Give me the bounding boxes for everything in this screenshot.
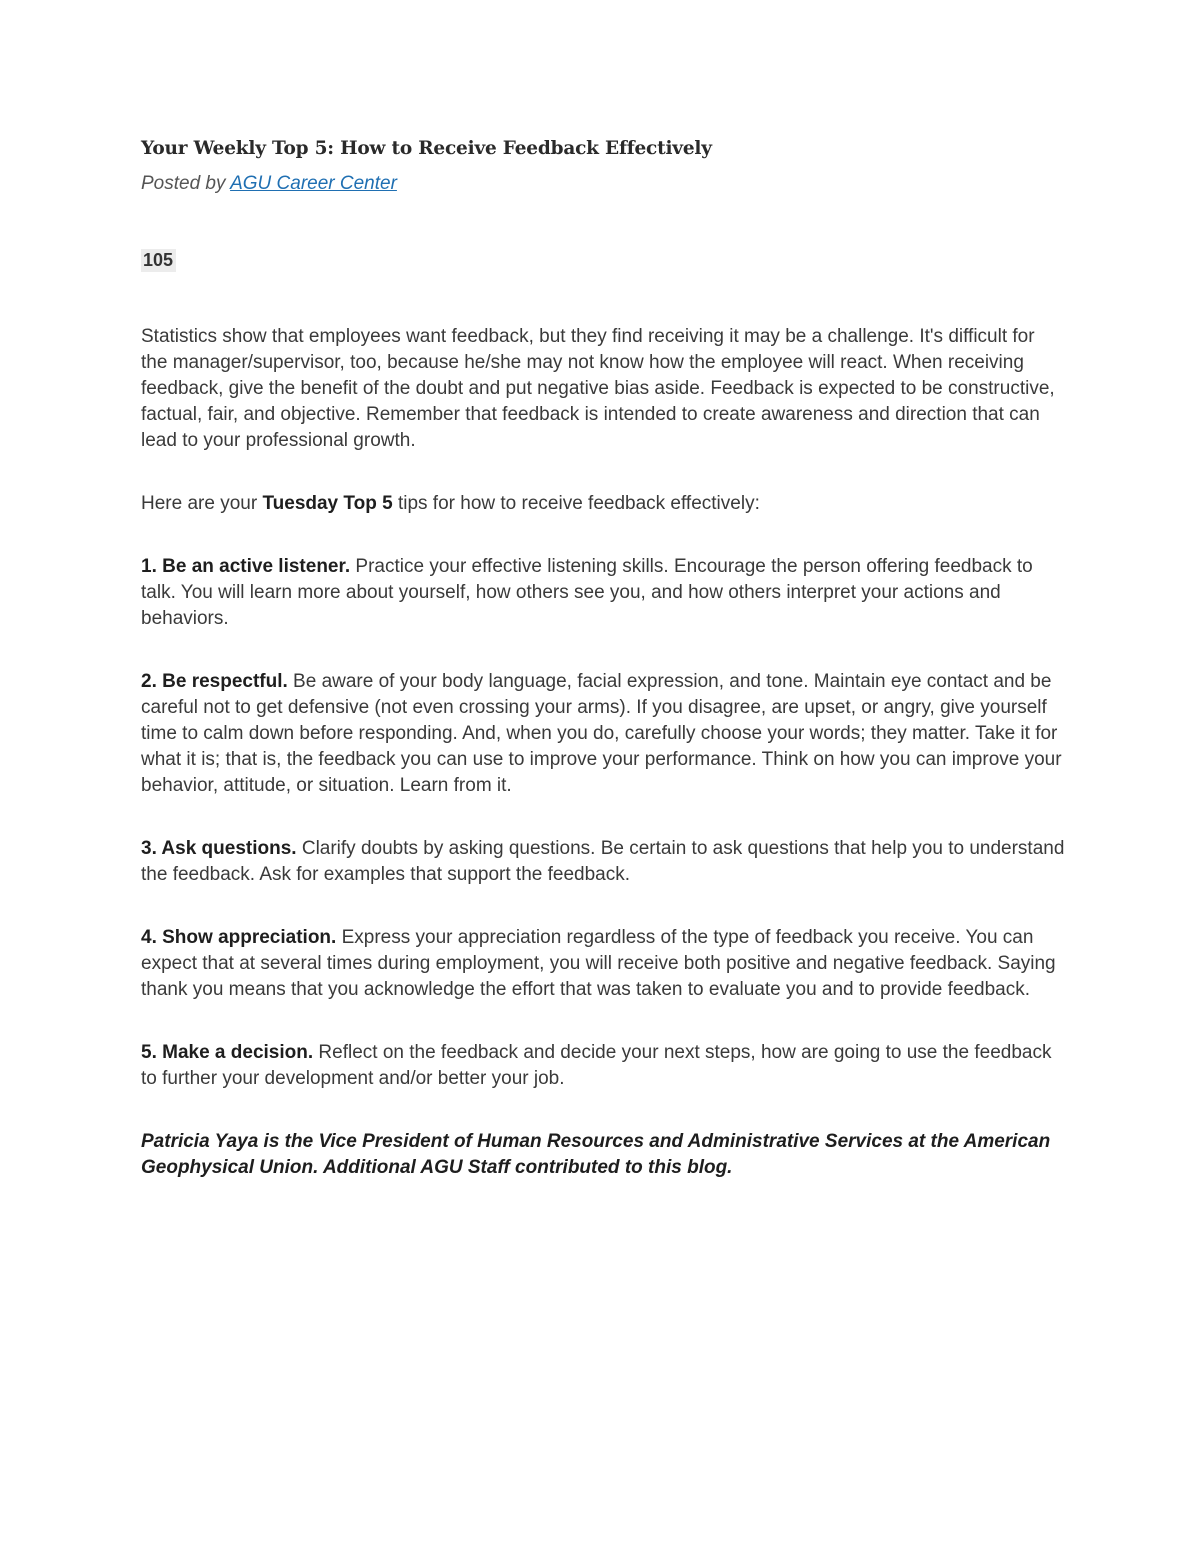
byline-prefix: Posted by [141,173,231,194]
intro-paragraph: Statistics show that employees want feedback, but they find receiving it may be a challenge. It's difficult for the manager/supervisor, too, because he/she may not know how the employee will react. When receiving feedback, give the benefit of the doubt and put negative bias aside. Feedback is expected to be constructive, factual, fair, and objective. Remember that feedback is intended to create awareness and direction that can lead to your professional growth. [141,326,1055,451]
tip-3 [141,836,1066,888]
author-bio: Patricia Yaya is the Vice President of Human Resources and Administrative Services at the American Geophysical Union. Additional AGU Staff contributed to this blog. [141,1131,1051,1178]
tip-heading: 2. Be respectful. [141,671,288,692]
lead-before: Here are your [141,493,263,514]
article [141,138,1066,1181]
tip-body: Be aware of your body language, facial expression, and tone. Maintain eye contact and be careful not to get defensive (not even crossing your arms). If you disagree, are upset, or angry, give yourself time to calm down before responding. And, when you do, carefully choose your words; they matter. Take it for what it is; that is, the feedback you can use to improve your performance. Think on how you can improve your behavior, attitude, or situation. Learn from it. [141,671,1062,796]
tip-heading: 3. Ask questions. [141,838,297,859]
tip-body: Practice your effective listening skills. Encourage the person offering feedback to talk. You will learn more about yourself, how others see you, and how others interpret your actions and behaviors. [141,556,1033,629]
tip-body: Clarify doubts by asking questions. Be certain to ask questions that help you to understand the feedback. Ask for examples that support the feedback. [141,838,1065,885]
lead-after: tips for how to receive feedback effectively: [392,493,760,514]
count-badge: 105 [141,249,176,272]
lead-paragraph [141,491,1066,517]
tip-heading: 4. Show appreciation. [141,927,337,948]
tip-heading: 5. Make a decision. [141,1042,314,1063]
author-link[interactable]: AGU Career Center [230,173,397,194]
byline [141,173,1066,195]
tip-5 [141,1040,1066,1092]
article-title: Your Weekly Top 5: How to Receive Feedback Effectively [141,138,712,159]
count-row [141,249,1066,272]
lead-strong: Tuesday Top 5 [262,493,393,514]
tip-heading: 1. Be an active listener. [141,556,351,577]
tip-body: Express your appreciation regardless of the type of feedback you receive. You can expect that at several times during employment, you will receive both positive and negative feedback. Saying thank you means that you acknowledge the effort that was taken to evaluate you and to provide feedback. [141,927,1056,1000]
tip-4 [141,925,1066,1003]
tip-2 [141,669,1066,799]
tip-body: Reflect on the feedback and decide your next steps, how are going to use the feedback to further your development and/or better your job. [141,1042,1052,1089]
tip-1 [141,554,1066,632]
